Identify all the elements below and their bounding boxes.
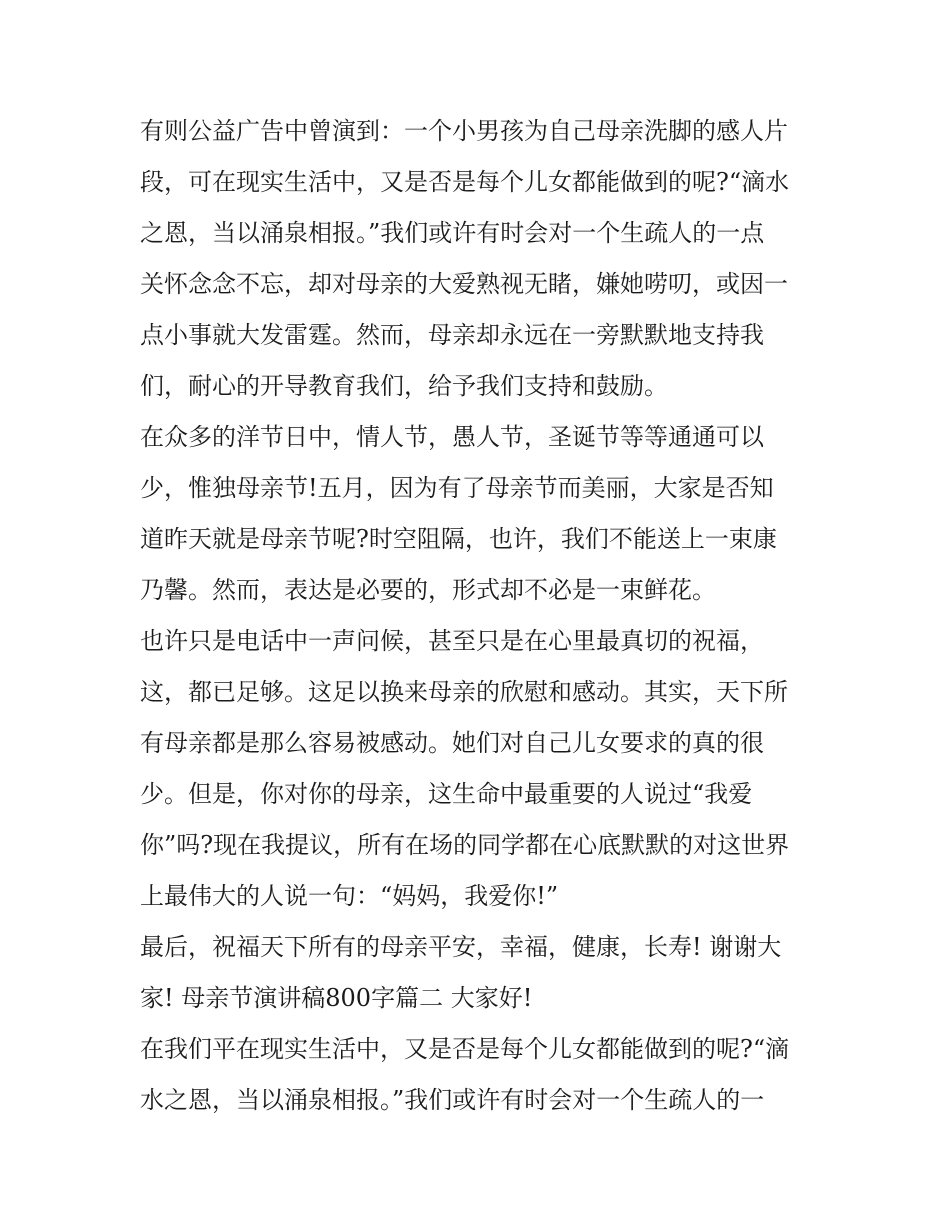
text-line: 点小事就大发雷霆。然而，母亲却永远在一旁默默地支持我 <box>140 321 764 349</box>
text-line: 们，耐心的开导教育我们，给予我们支持和鼓励。 <box>140 372 668 400</box>
document-body <box>140 106 820 1126</box>
text-line: 有则公益广告中曾演到：一个小男孩为自己母亲洗脚的感人片 <box>140 117 788 145</box>
text-line: 这，都已足够。这足以换来母亲的欣慰和感动。其实，天下所 <box>140 678 788 706</box>
text-line: 乃馨。然而，表达是必要的，形式却不必是一束鲜花。 <box>140 576 716 604</box>
text-line: 少。但是，你对你的母亲，这生命中最重要的人说过“我爱 <box>140 780 753 808</box>
text-line: 也许只是电话中一声问候，甚至只是在心里最真切的祝福， <box>140 627 764 655</box>
text-line: 少，惟独母亲节!五月，因为有了母亲节而美丽，大家是否知 <box>140 474 774 502</box>
text-line: 道昨天就是母亲节呢?时空阻隔，也许，我们不能送上一束康 <box>140 525 777 553</box>
text-line: 在众多的洋节日中，情人节，愚人节，圣诞节等等通通可以 <box>140 423 764 451</box>
text-line: 关怀念念不忘，却对母亲的大爱熟视无睹，嫌她唠叨，或因一 <box>140 270 788 298</box>
text-line: 你”吗?现在我提议，所有在场的同学都在心底默默的对这世界 <box>140 831 790 859</box>
text-line: 水之恩，当以涌泉相报。”我们或许有时会对一个生疏人的一 <box>140 1086 765 1114</box>
text-line: 之恩，当以涌泉相报。”我们或许有时会对一个生疏人的一点 <box>140 219 765 247</box>
text-line: 最后，祝福天下所有的母亲平安，幸福，健康，长寿! 谢谢大 <box>140 933 782 961</box>
text-line: 段，可在现实生活中，又是否是每个儿女都能做到的呢?“滴水 <box>140 168 790 196</box>
text-line: 上最伟大的人说一句：“妈妈，我爱你!” <box>140 882 559 910</box>
text-line: 家! 母亲节演讲稿800字篇二 大家好! <box>140 984 533 1012</box>
text-line: 有母亲都是那么容易被感动。她们对自己儿女要求的真的很 <box>140 729 764 757</box>
text-line: 在我们平在现实生活中，又是否是每个儿女都能做到的呢?“滴 <box>140 1035 790 1063</box>
